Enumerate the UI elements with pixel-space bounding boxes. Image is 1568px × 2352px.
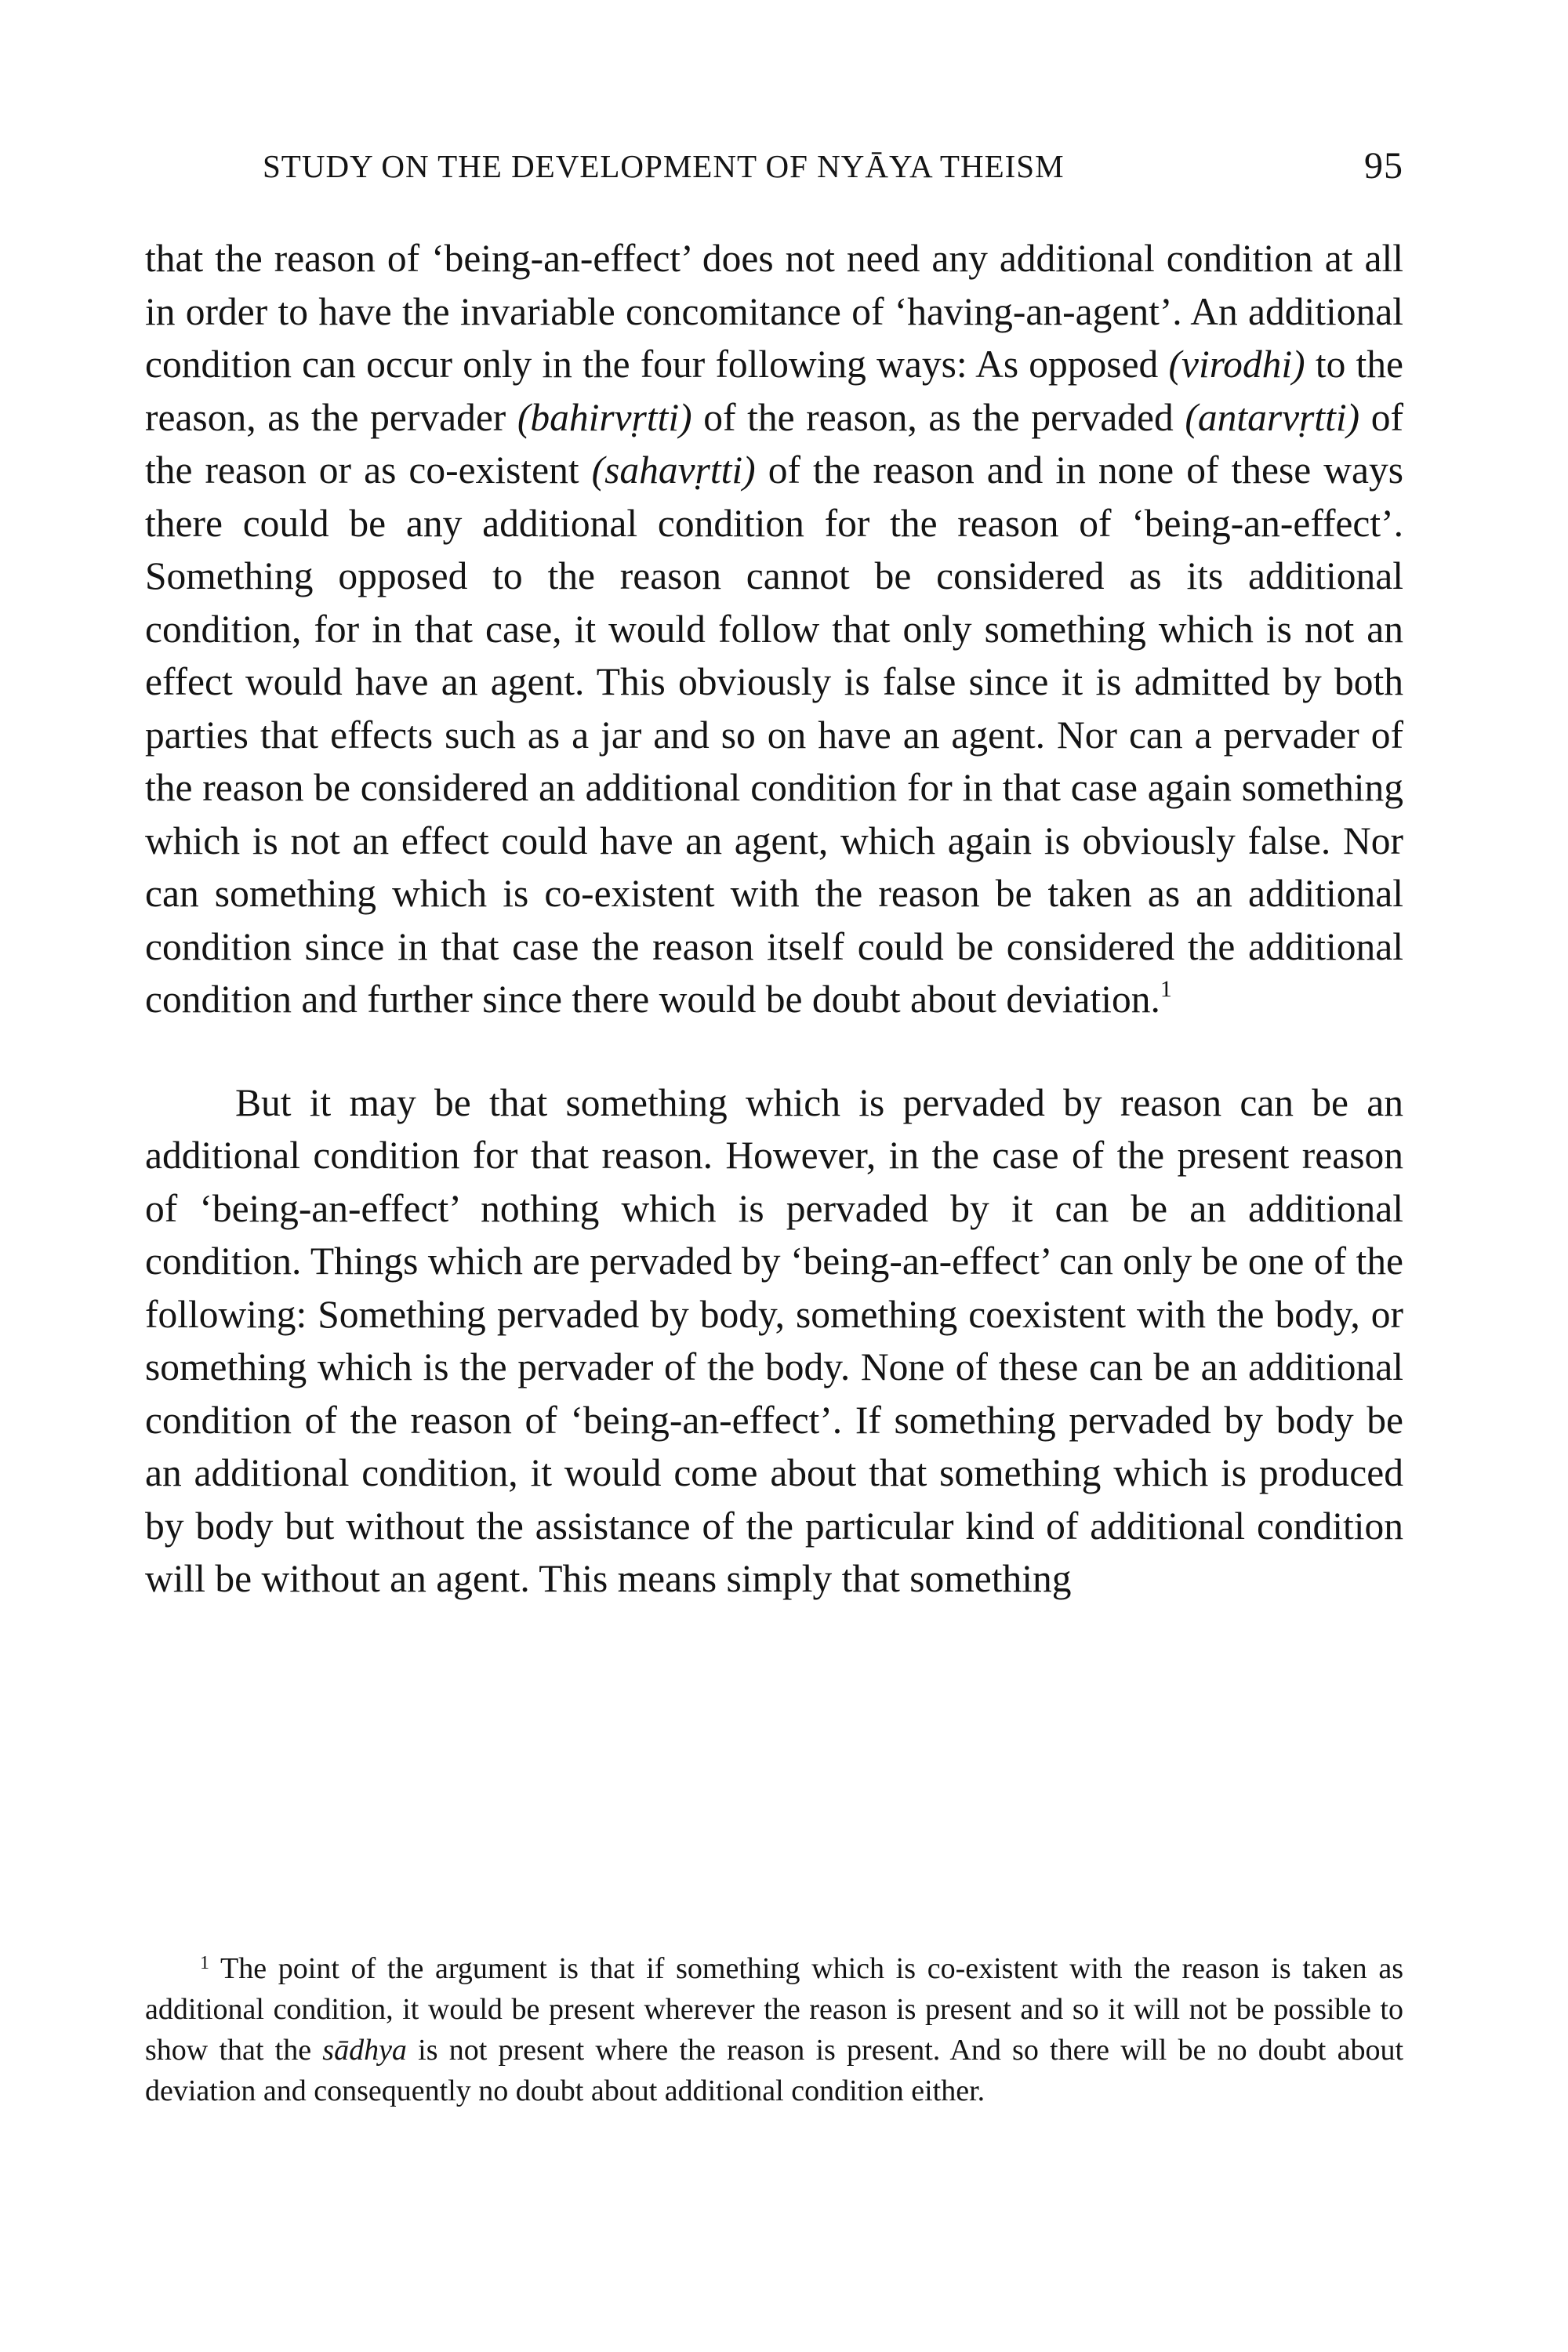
term-antarvrtti: (antarvṛtti) bbox=[1185, 395, 1360, 439]
page-number: 95 bbox=[1364, 145, 1403, 187]
paragraph-1-part-2: to the reason, as the pervader bbox=[145, 343, 1404, 439]
footnote-reference[interactable]: 1 bbox=[1160, 976, 1172, 1002]
paragraph-1-part-1: that the reason of ‘being-an-effect’ does not need any additional condition at all in order to have the invariable concomitance of ‘having-an-agent’. An additional condition can occur only in the four following ways: As opposed bbox=[145, 237, 1403, 386]
running-head bbox=[263, 147, 1403, 194]
footnote-part-1: The point of the argument is that if something which is co-existent with the reason is taken as additional condition, it would be present wherever the reason is present and so it will not be possible to show that the bbox=[145, 1952, 1403, 2067]
running-title: STUDY ON THE DEVELOPMENT OF NYĀYA THEISM bbox=[263, 148, 1065, 184]
paragraph-1-part-4: of the reason or as co-existent bbox=[145, 395, 1404, 492]
term-sadhya: sādhya bbox=[322, 2034, 407, 2067]
term-virodhi: (virodhi) bbox=[1168, 343, 1305, 386]
paragraph-1 bbox=[145, 232, 1403, 1026]
main-text bbox=[145, 232, 1403, 1606]
footnote: 1 The point of the argument is that if something which is co-existent with the reason is taken as additional condition, it would be present wherever the reason is present and so it will not be possible to show that the sādhya is not present where the reason is present. And so there will be no doubt about deviation and consequently no doubt about additional condition either. bbox=[145, 1952, 1404, 2107]
term-bahirvrtti: (bahirvṛtti) bbox=[517, 395, 692, 439]
term-sahavrtti: (sahavṛtti) bbox=[591, 448, 756, 492]
paragraph-1-part-3: of the reason, as the pervaded bbox=[691, 395, 1185, 439]
footnote-part-2: is not present where the reason is present. And so there will be no doubt about deviation and consequently no doubt about additional condition either. bbox=[145, 2034, 1404, 2107]
paragraph-2: But it may be that something which is pervaded by reason can be an additional condition for that reason. However, in the case of the present reason of ‘being-an-effect’ nothing which is pervaded by it can be an additional condition. Things which are pervaded by ‘being-an-effect’ can only be one of the following: Something pervaded by body, something coexistent with the body, or something which is the pervader of the body. None of these can be an additional condition of the reason of ‘being-an-effect’. If something pervaded by body be an additional condition, it would come about that something which is produced by body but without the assistance of the particular kind of additional condition will be without an agent. This means simply that something bbox=[145, 1080, 1403, 1600]
paragraph-1-part-5: of the reason and in none of these ways there could be any additional condition for the reason of ‘being-an-effect’. Something opposed to the reason cannot be considered as its additional condition, for in that case, it would follow that only something which is not an effect would have an agent. This obviously is false since it is admitted by both parties that effects such as a jar and so on have an agent. Nor can a pervader of the reason be considered an additional condition for in that case again something which is not an effect could have an agent, which again is obviously false. Nor can something which is co-existent with the reason be taken as an additional condition since in that case the reason itself could be considered the additional condition and further since there would be doubt about deviation. bbox=[145, 448, 1403, 1021]
